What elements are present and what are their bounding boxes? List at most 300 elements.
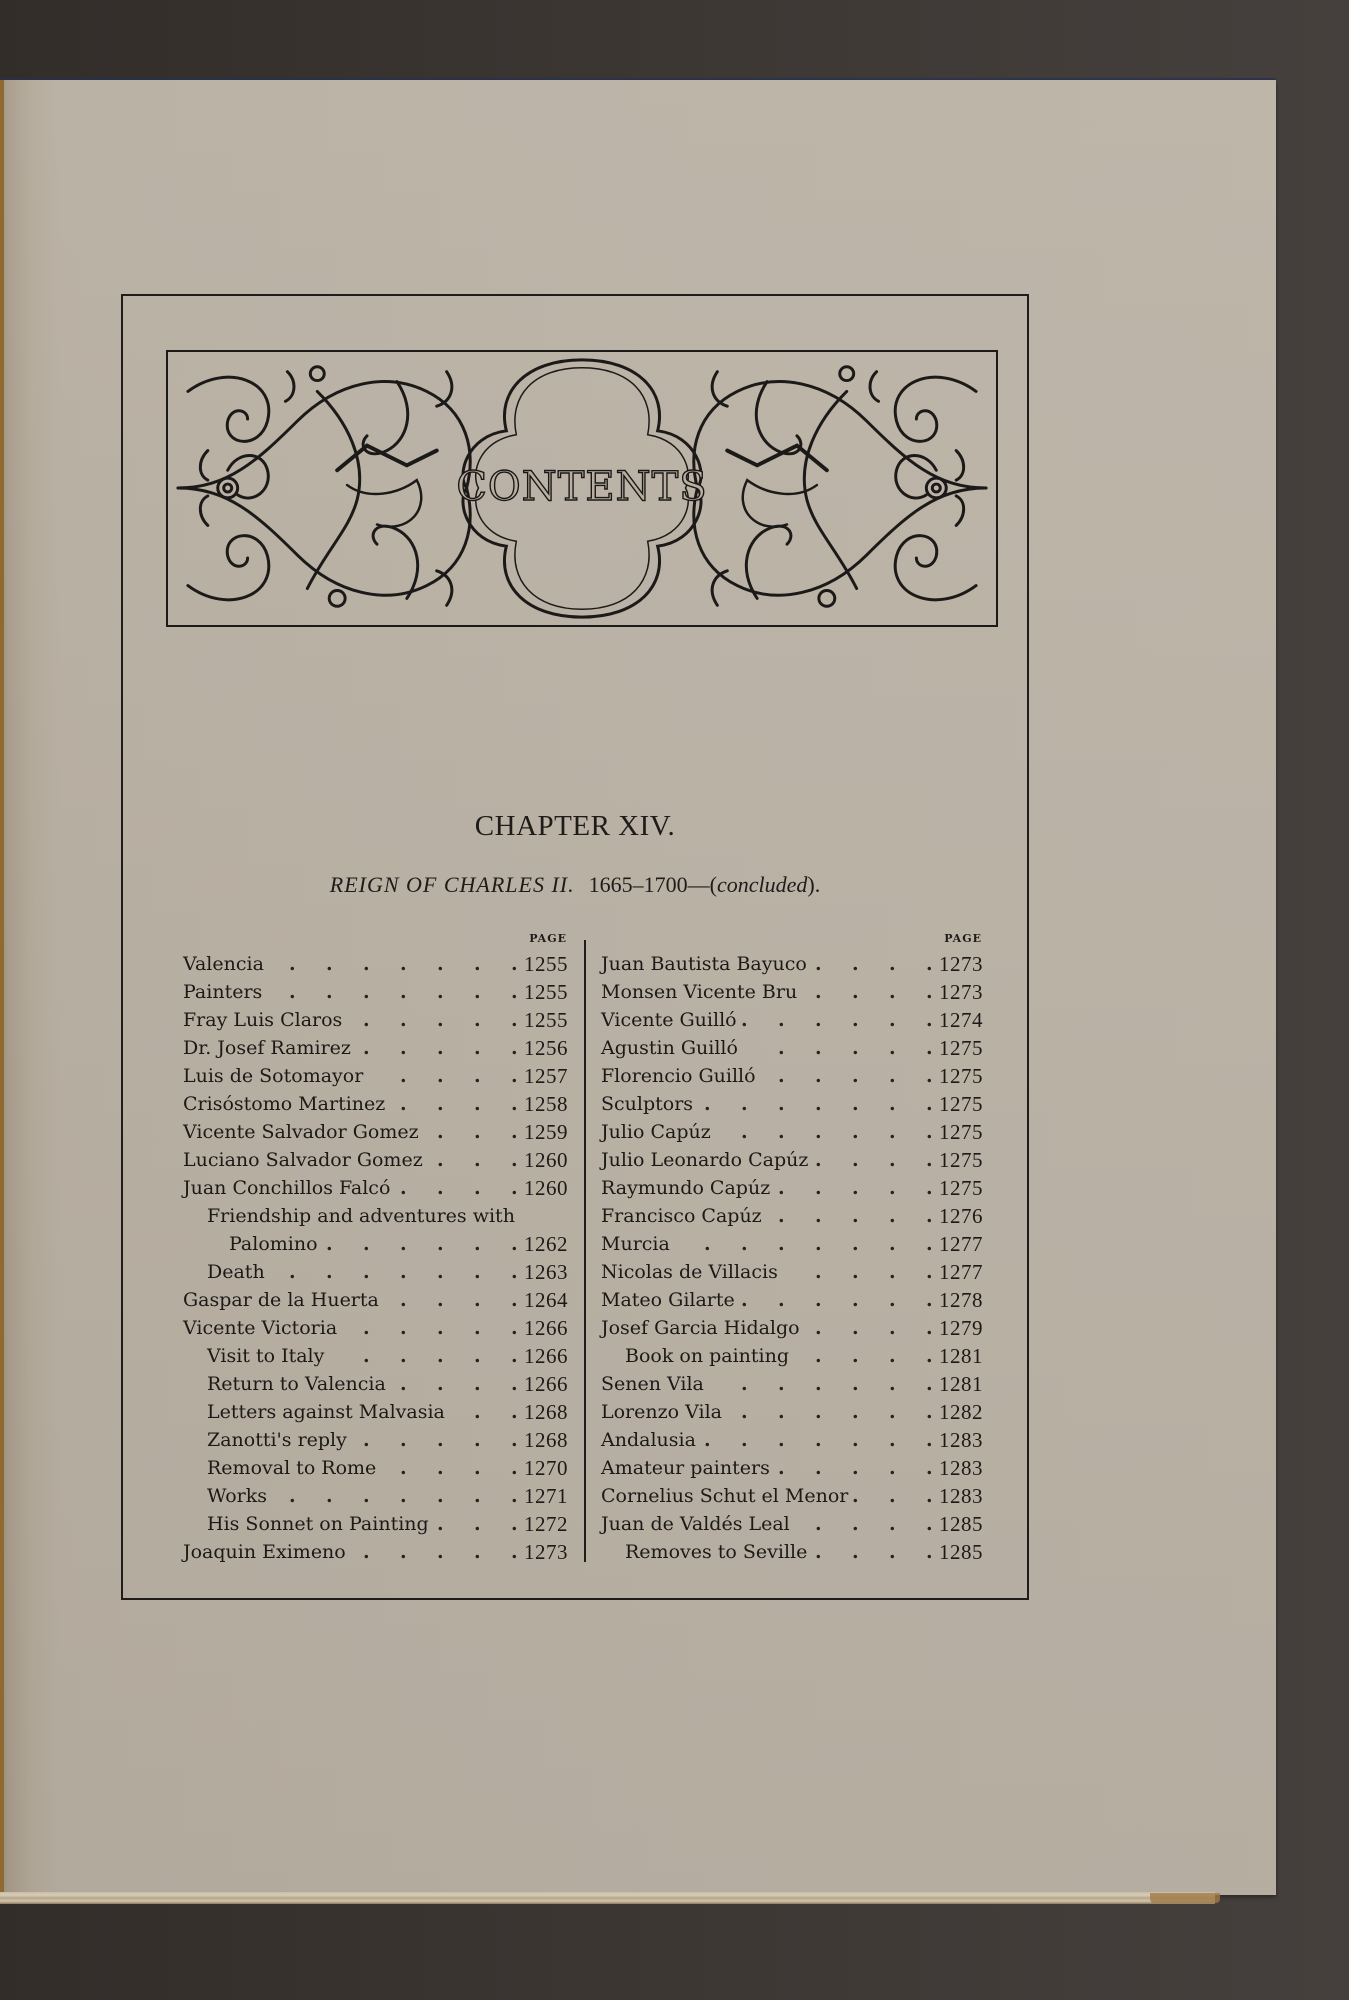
toc-entry-label: Return to Valencia: [207, 1373, 386, 1395]
leader-dot: .: [889, 1401, 896, 1423]
toc-entry[interactable]: [601, 1034, 983, 1062]
toc-entry[interactable]: [183, 1398, 568, 1426]
leader-dot: .: [437, 1233, 444, 1255]
toc-entry[interactable]: [183, 1482, 568, 1510]
leader-dot: .: [815, 1345, 822, 1367]
toc-entry-page: 1255: [524, 952, 568, 976]
leader-dot: .: [889, 1065, 896, 1087]
leader-dot: .: [511, 1121, 518, 1143]
leader-dot: .: [815, 1373, 822, 1395]
contents-list-left: [183, 950, 568, 1566]
toc-entry[interactable]: [601, 1062, 983, 1090]
toc-entry-page: 1277: [939, 1260, 983, 1284]
leader-dot: .: [852, 1429, 859, 1451]
toc-entry-label: Letters against Malvasia: [207, 1401, 445, 1423]
toc-entry[interactable]: [601, 1146, 983, 1174]
leader-dot: .: [511, 981, 518, 1003]
toc-entry-label: Death: [207, 1261, 265, 1283]
leader-dot: .: [926, 1401, 933, 1423]
leader-dot: .: [852, 1345, 859, 1367]
chapter-subtitle: [121, 872, 1029, 898]
leader-dot: .: [815, 1261, 822, 1283]
toc-entry[interactable]: [183, 1202, 568, 1230]
toc-entry-label: Friendship and adventures with: [207, 1205, 515, 1227]
leader-dot: .: [437, 1429, 444, 1451]
leader-dot: .: [852, 1513, 859, 1535]
leader-dot: .: [778, 1289, 785, 1311]
leader-dot: .: [363, 1233, 370, 1255]
leader-dot: .: [511, 1345, 518, 1367]
leader-dot: .: [852, 1541, 859, 1563]
leader-dot: .: [926, 1261, 933, 1283]
leader-dot: .: [400, 1289, 407, 1311]
leader-dot: .: [889, 1261, 896, 1283]
toc-entry-page: 1273: [939, 980, 983, 1004]
leader-dot: .: [437, 1093, 444, 1115]
leader-dot: .: [778, 1205, 785, 1227]
leader-dot: .: [437, 953, 444, 975]
toc-entry-page: 1274: [939, 1008, 983, 1032]
leader-dot: .: [437, 1317, 444, 1339]
toc-entry[interactable]: [601, 1258, 983, 1286]
leader-dot: .: [511, 1485, 518, 1507]
leader-dot: .: [437, 1345, 444, 1367]
toc-entry-label: Cornelius Schut el Menor: [601, 1485, 849, 1507]
toc-entry-label: Luis de Sotomayor: [183, 1065, 364, 1087]
leader-dot: .: [511, 1065, 518, 1087]
toc-entry[interactable]: [183, 1230, 568, 1258]
leader-dot: .: [363, 1261, 370, 1283]
leader-dot: .: [926, 1233, 933, 1255]
leader-dot: .: [926, 1541, 933, 1563]
leader-dot: .: [926, 1317, 933, 1339]
leader-dot: .: [741, 1233, 748, 1255]
toc-entry[interactable]: [601, 1090, 983, 1118]
leader-dot: .: [815, 1513, 822, 1535]
toc-entry-page: 1264: [524, 1288, 568, 1312]
leader-dot: .: [852, 1065, 859, 1087]
leader-dot: .: [511, 1149, 518, 1171]
leader-dot: .: [741, 1401, 748, 1423]
toc-entry-page: 1259: [524, 1120, 568, 1144]
leader-dot: .: [852, 1233, 859, 1255]
leader-dot: .: [926, 1121, 933, 1143]
toc-entry[interactable]: [601, 1118, 983, 1146]
toc-entry-label: Raymundo Capúz: [601, 1177, 771, 1199]
toc-entry[interactable]: [601, 1314, 983, 1342]
leader-dot: .: [889, 1317, 896, 1339]
leader-dot: .: [511, 1233, 518, 1255]
leader-dot: .: [815, 953, 822, 975]
leader-dot: .: [889, 1457, 896, 1479]
toc-entry[interactable]: [601, 950, 983, 978]
toc-entry[interactable]: [183, 1118, 568, 1146]
toc-entry[interactable]: [183, 950, 568, 978]
subtitle-years: 1665–1700—(: [588, 872, 717, 897]
toc-entry-label: Painters: [183, 981, 263, 1003]
toc-entry[interactable]: [601, 1426, 983, 1454]
leader-dot: .: [778, 1009, 785, 1031]
leader-dot: .: [704, 1093, 711, 1115]
toc-entry[interactable]: [183, 1370, 568, 1398]
leader-dot: .: [400, 1233, 407, 1255]
toc-entry-page: 1263: [524, 1260, 568, 1284]
leader-dot: .: [815, 981, 822, 1003]
leader-dot: .: [511, 1317, 518, 1339]
toc-entry[interactable]: [601, 1370, 983, 1398]
toc-entry-page: 1281: [939, 1344, 983, 1368]
toc-entry[interactable]: [601, 1286, 983, 1314]
toc-entry-label: His Sonnet on Painting: [207, 1513, 429, 1535]
leader-dot: .: [889, 1345, 896, 1367]
toc-entry-label: Works: [207, 1485, 268, 1507]
contents-ornament-banner: [166, 350, 998, 627]
toc-entry-page: 1268: [524, 1428, 568, 1452]
toc-entry-label: Juan Conchillos Falcó: [183, 1177, 391, 1199]
contents-list-right: [601, 950, 983, 1566]
toc-entry-page: 1262: [524, 1232, 568, 1256]
leader-dot: .: [437, 1065, 444, 1087]
toc-entry-label: Dr. Josef Ramirez: [183, 1037, 351, 1059]
leader-dot: .: [778, 1233, 785, 1255]
leader-dot: .: [852, 1373, 859, 1395]
toc-entry[interactable]: [601, 1230, 983, 1258]
leader-dot: .: [437, 1261, 444, 1283]
leader-dot: .: [400, 953, 407, 975]
leader-dot: .: [437, 1457, 444, 1479]
leader-dot: .: [400, 1009, 407, 1031]
leader-dot: .: [926, 1429, 933, 1451]
subtitle-end: ).: [807, 872, 821, 897]
leader-dot: .: [326, 1261, 333, 1283]
toc-entry-label: Palomino: [229, 1233, 318, 1255]
leader-dot: .: [926, 1177, 933, 1199]
leader-dot: .: [400, 1093, 407, 1115]
toc-entry-label: Lorenzo Vila: [601, 1401, 722, 1423]
leader-dot: .: [778, 1373, 785, 1395]
leader-dot: .: [889, 1037, 896, 1059]
leader-dot: .: [852, 1037, 859, 1059]
leader-dot: .: [889, 1541, 896, 1563]
toc-entry[interactable]: [183, 1538, 568, 1566]
leader-dot: .: [815, 1149, 822, 1171]
leader-dot: .: [437, 1513, 444, 1535]
leader-dot: .: [778, 1121, 785, 1143]
leader-dot: .: [289, 981, 296, 1003]
toc-entry-page: 1276: [939, 1204, 983, 1228]
contents-column-left: [183, 932, 568, 1566]
leader-dot: .: [889, 1373, 896, 1395]
leader-dot: .: [474, 1149, 481, 1171]
page-stack-edge: [0, 1892, 1215, 1904]
leader-dot: .: [926, 1037, 933, 1059]
toc-entry-label: Removal to Rome: [207, 1457, 377, 1479]
toc-entry[interactable]: [183, 1006, 568, 1034]
leader-dot: .: [363, 1429, 370, 1451]
leader-dot: .: [852, 1289, 859, 1311]
leader-dot: .: [926, 1485, 933, 1507]
leader-dot: .: [815, 1205, 822, 1227]
leader-dot: .: [363, 981, 370, 1003]
column-divider: [584, 940, 586, 1562]
leader-dot: .: [474, 1457, 481, 1479]
toc-entry-page: 1275: [939, 1064, 983, 1088]
leader-dot: .: [778, 1093, 785, 1115]
leader-dot: .: [852, 1149, 859, 1171]
leader-dot: .: [926, 1205, 933, 1227]
leader-dot: .: [363, 953, 370, 975]
leader-dot: .: [926, 1009, 933, 1031]
leader-dot: .: [474, 1513, 481, 1535]
leader-dot: .: [741, 1289, 748, 1311]
leader-dot: .: [889, 1149, 896, 1171]
leader-dot: .: [363, 1317, 370, 1339]
leader-dot: .: [511, 1037, 518, 1059]
leader-dot: .: [474, 1401, 481, 1423]
toc-entry[interactable]: [183, 1426, 568, 1454]
leader-dot: .: [852, 1317, 859, 1339]
toc-entry-label: Amateur painters: [601, 1457, 770, 1479]
leader-dot: .: [437, 1541, 444, 1563]
leader-dot: .: [704, 1429, 711, 1451]
toc-entry-label: Valencia: [183, 953, 264, 975]
leader-dot: .: [889, 1093, 896, 1115]
leader-dot: .: [926, 1149, 933, 1171]
toc-entry[interactable]: [183, 1258, 568, 1286]
toc-entry-label: Sculptors: [601, 1093, 694, 1115]
leader-dot: .: [815, 1177, 822, 1199]
leader-dot: .: [437, 1037, 444, 1059]
leader-dot: .: [741, 1121, 748, 1143]
toc-entry-page: 1275: [939, 1120, 983, 1144]
leader-dot: .: [363, 1037, 370, 1059]
toc-entry[interactable]: [183, 1286, 568, 1314]
leader-dot: .: [815, 1429, 822, 1451]
leader-dot: .: [474, 1345, 481, 1367]
toc-entry[interactable]: [183, 1034, 568, 1062]
leader-dot: .: [437, 1149, 444, 1171]
leader-dot: .: [741, 1093, 748, 1115]
subtitle-reign: REIGN OF CHARLES II.: [329, 872, 575, 897]
toc-entry-page: 1275: [939, 1036, 983, 1060]
toc-entry-page: 1257: [524, 1064, 568, 1088]
leader-dot: .: [511, 1261, 518, 1283]
toc-entry[interactable]: [183, 1342, 568, 1370]
toc-entry-label: Monsen Vicente Bru: [601, 981, 798, 1003]
leader-dot: .: [852, 1121, 859, 1143]
leader-dot: .: [815, 1401, 822, 1423]
leader-dot: .: [511, 953, 518, 975]
toc-entry-page: 1255: [524, 980, 568, 1004]
toc-entry-page: 1285: [939, 1540, 983, 1564]
toc-entry[interactable]: [601, 1454, 983, 1482]
toc-entry[interactable]: [183, 1174, 568, 1202]
toc-entry-page: 1273: [939, 952, 983, 976]
toc-entry[interactable]: [183, 1454, 568, 1482]
leader-dot: .: [511, 1541, 518, 1563]
toc-entry-page: 1278: [939, 1288, 983, 1312]
leader-dot: .: [474, 1037, 481, 1059]
toc-entry[interactable]: [183, 1510, 568, 1538]
toc-entry-page: 1275: [939, 1176, 983, 1200]
toc-entry[interactable]: [601, 1538, 983, 1566]
toc-entry[interactable]: [601, 1006, 983, 1034]
leader-dot: .: [289, 953, 296, 975]
toc-entry[interactable]: [183, 1090, 568, 1118]
leader-dot: .: [400, 1065, 407, 1087]
toc-entry-label: Francisco Capúz: [601, 1205, 762, 1227]
toc-entry-page: 1260: [524, 1148, 568, 1172]
leader-dot: .: [926, 1289, 933, 1311]
toc-entry[interactable]: [601, 1482, 983, 1510]
leader-dot: .: [511, 1093, 518, 1115]
leader-dot: .: [889, 1485, 896, 1507]
leader-dot: .: [363, 1345, 370, 1367]
toc-entry-page: 1281: [939, 1372, 983, 1396]
leader-dot: .: [778, 1065, 785, 1087]
toc-entry-page: 1271: [524, 1484, 568, 1508]
toc-entry-page: 1272: [524, 1512, 568, 1536]
leader-dot: .: [852, 981, 859, 1003]
leader-dot: .: [326, 1485, 333, 1507]
leader-dot: .: [474, 1177, 481, 1199]
leader-dot: .: [815, 1317, 822, 1339]
leader-dot: .: [889, 1233, 896, 1255]
leader-dot: .: [511, 1373, 518, 1395]
leader-dot: .: [815, 1541, 822, 1563]
toc-entry[interactable]: [183, 1146, 568, 1174]
toc-entry-label: Vicente Salvador Gomez: [183, 1121, 419, 1143]
leader-dot: .: [815, 1093, 822, 1115]
leader-dot: .: [289, 1261, 296, 1283]
leader-dot: .: [437, 1485, 444, 1507]
leader-dot: .: [474, 1429, 481, 1451]
toc-entry[interactable]: [601, 978, 983, 1006]
leader-dot: .: [511, 1289, 518, 1311]
leader-dot: .: [852, 1485, 859, 1507]
leader-dot: .: [474, 1317, 481, 1339]
toc-entry-label: Visit to Italy: [207, 1345, 325, 1367]
leader-dot: .: [511, 1457, 518, 1479]
toc-entry-page: 1266: [524, 1316, 568, 1340]
leader-dot: .: [778, 1429, 785, 1451]
toc-entry-label: Joaquin Eximeno: [183, 1541, 346, 1563]
leader-dot: .: [889, 1009, 896, 1031]
leader-dot: .: [437, 1121, 444, 1143]
leader-dot: .: [704, 1233, 711, 1255]
toc-entry[interactable]: [601, 1510, 983, 1538]
leader-dot: .: [815, 1065, 822, 1087]
leader-dot: .: [815, 1009, 822, 1031]
leader-dot: .: [741, 1429, 748, 1451]
toc-entry-page: 1258: [524, 1092, 568, 1116]
leader-dot: .: [437, 1009, 444, 1031]
toc-entry-page: 1268: [524, 1400, 568, 1424]
toc-entry-label: Mateo Gilarte: [601, 1289, 735, 1311]
leader-dot: .: [437, 1373, 444, 1395]
leader-dot: .: [400, 1485, 407, 1507]
toc-entry-label: Luciano Salvador Gomez: [183, 1149, 423, 1171]
leader-dot: .: [474, 1261, 481, 1283]
leader-dot: .: [400, 1457, 407, 1479]
toc-entry-page: 1275: [939, 1148, 983, 1172]
toc-entry[interactable]: [601, 1342, 983, 1370]
leader-dot: .: [778, 1457, 785, 1479]
page-column-header: PAGE: [944, 932, 982, 945]
leader-dot: .: [926, 1373, 933, 1395]
leader-dot: .: [511, 1429, 518, 1451]
leader-dot: .: [474, 1289, 481, 1311]
leader-dot: .: [815, 1121, 822, 1143]
leader-dot: .: [852, 1401, 859, 1423]
toc-entry-page: 1255: [524, 1008, 568, 1032]
toc-entry-page: 1283: [939, 1428, 983, 1452]
subtitle-concluded: concluded: [716, 872, 808, 897]
leader-dot: .: [926, 981, 933, 1003]
toc-entry-page: 1277: [939, 1232, 983, 1256]
toc-entry-label: Book on painting: [625, 1345, 790, 1367]
leader-dot: .: [926, 1345, 933, 1367]
leader-dot: .: [889, 1121, 896, 1143]
toc-entry[interactable]: [601, 1202, 983, 1230]
toc-entry-label: Juan Bautista Bayuco: [601, 953, 807, 975]
leader-dot: .: [474, 1009, 481, 1031]
leader-dot: .: [326, 981, 333, 1003]
toc-entry-label: Nicolas de Villacis: [601, 1261, 778, 1283]
leader-dot: .: [474, 1485, 481, 1507]
leader-dot: .: [778, 1401, 785, 1423]
leader-dot: .: [815, 1037, 822, 1059]
leader-dot: .: [889, 1177, 896, 1199]
toc-entry[interactable]: [601, 1398, 983, 1426]
leader-dot: .: [852, 953, 859, 975]
toc-entry[interactable]: [601, 1174, 983, 1202]
leader-dot: .: [474, 1121, 481, 1143]
leader-dot: .: [889, 1289, 896, 1311]
toc-entry-label: Andalusia: [601, 1429, 696, 1451]
leader-dot: .: [889, 1429, 896, 1451]
leader-dot: .: [926, 1457, 933, 1479]
leader-dot: .: [400, 1345, 407, 1367]
toc-entry-page: 1282: [939, 1400, 983, 1424]
leader-dot: .: [363, 1541, 370, 1563]
chapter-title: CHAPTER XIV.: [474, 810, 676, 842]
leader-dot: .: [511, 1009, 518, 1031]
toc-entry-page: 1266: [524, 1344, 568, 1368]
leader-dot: .: [400, 1177, 407, 1199]
leader-dot: .: [400, 981, 407, 1003]
toc-entry[interactable]: [183, 1062, 568, 1090]
leader-dot: .: [326, 953, 333, 975]
toc-entry-page: 1260: [524, 1176, 568, 1200]
toc-entry-label: Agustin Guilló: [601, 1037, 738, 1059]
toc-entry[interactable]: [183, 1314, 568, 1342]
leader-dot: .: [474, 1093, 481, 1115]
page-stack-tip: [1150, 1893, 1220, 1903]
leader-dot: .: [474, 1373, 481, 1395]
leader-dot: .: [852, 1457, 859, 1479]
toc-entry[interactable]: [183, 978, 568, 1006]
leader-dot: .: [815, 1457, 822, 1479]
toc-entry-label: Senen Vila: [601, 1373, 704, 1395]
leader-dot: .: [437, 981, 444, 1003]
leader-dot: .: [474, 1541, 481, 1563]
leader-dot: .: [400, 1261, 407, 1283]
leader-dot: .: [741, 1373, 748, 1395]
leader-dot: .: [474, 981, 481, 1003]
toc-entry-page: 1283: [939, 1484, 983, 1508]
leader-dot: .: [852, 1261, 859, 1283]
